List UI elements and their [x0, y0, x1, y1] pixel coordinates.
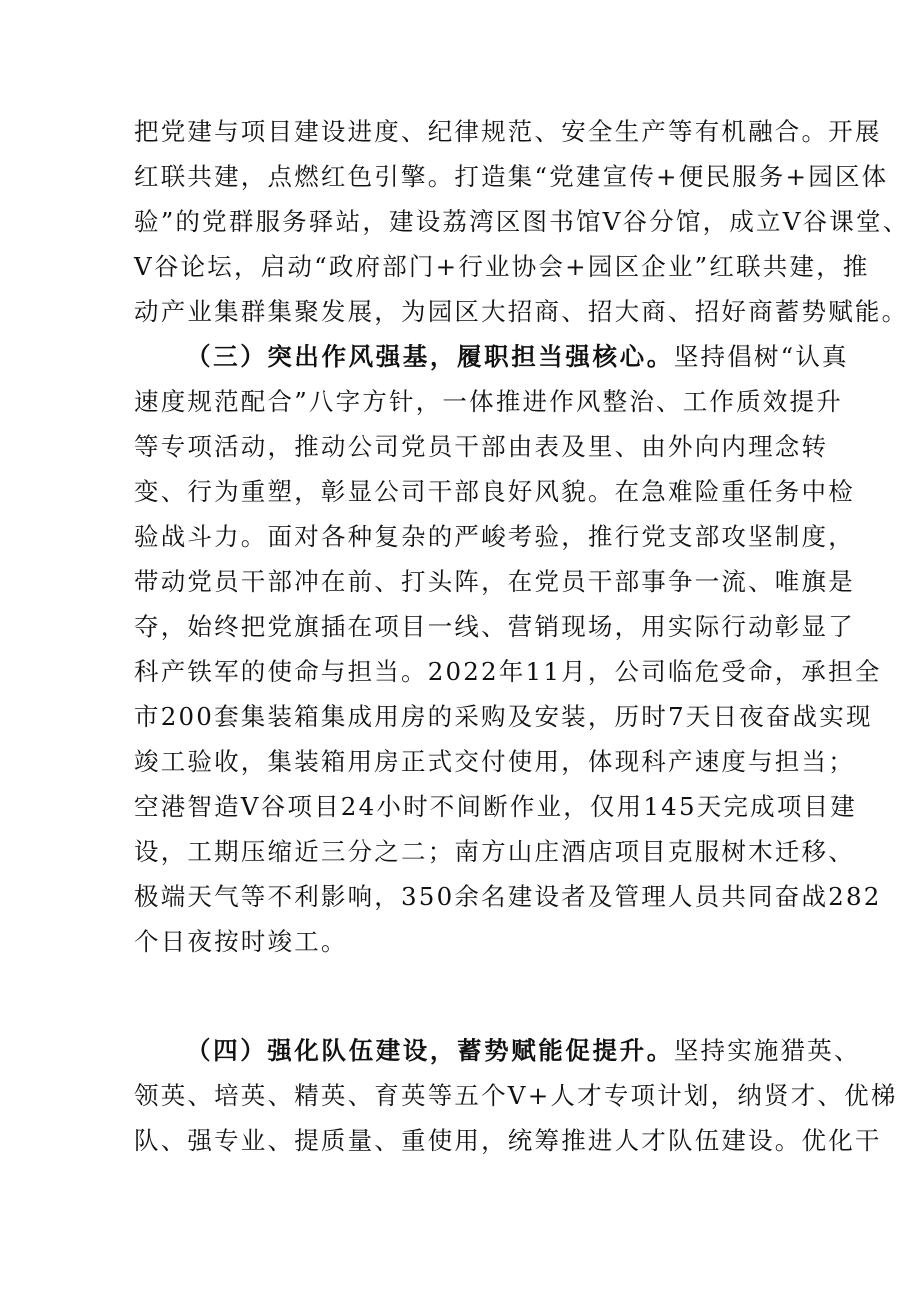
paragraph-2-line-4: 变、行为重塑，彰显公司干部良好风貌。在急难险重任务中检	[134, 477, 855, 506]
paragraph-3-line-3: 队、强专业、提质量、重使用，统筹推进人才队伍建设。优化干	[134, 1126, 882, 1155]
paragraph-2-line-7: 夺，始终把党旗插在项目一线、营销现场，用实际行动彰显了	[134, 612, 855, 641]
paragraph-1-line-4: V谷论坛，启动“政府部门+行业协会+园区企业”红联共建，推	[134, 252, 870, 281]
paragraph-3-line-2: 领英、培英、精英、育英等五个V+人才专项计划，纳贤才、优梯	[134, 1081, 898, 1110]
paragraph-1-line-3: 验”的党群服务驿站，建设荔湾区图书馆V谷分馆，成立V谷课堂、	[134, 207, 910, 236]
paragraph-2-line-10: 竣工验收，集装箱用房正式交付使用，体现科产速度与担当；	[134, 747, 855, 776]
paragraph-1-line-1: 把党建与项目建设进度、纪律规范、安全生产等有机融合。开展	[134, 117, 882, 146]
paragraph-2-line-11: 空港智造V谷项目24小时不间断作业，仅用145天完成项目建	[134, 792, 857, 821]
paragraph-2-line-1	[186, 337, 849, 377]
paragraph-2-line-5: 验战斗力。面对各种复杂的严峻考验，推行党支部攻坚制度，	[134, 522, 855, 551]
paragraph-2-line-9: 市200套集装箱集成用房的采购及安装，历时7天日夜奋战实现	[134, 702, 873, 731]
paragraph-3-line-1-text: 坚持实施猎英、	[673, 1036, 861, 1065]
paragraph-2-line-1-text: 坚持倡树“认真	[673, 342, 849, 371]
paragraph-2-line-8: 科产铁军的使命与担当。2022年11月，公司临危受命，承担全	[134, 657, 882, 686]
paragraph-1-line-5: 动产业集群集聚发展，为园区大招商、招大商、招好商蓄势赋能。	[134, 297, 909, 326]
paragraph-2-line-12: 设，工期压缩近三分之二；南方山庄酒店项目克服树木迁移、	[134, 837, 855, 866]
section-heading-four: （四）强化队伍建设，蓄势赋能促提升。	[186, 1036, 674, 1065]
paragraph-2-line-14: 个日夜按时竣工。	[134, 927, 348, 956]
section-heading-three: （三）突出作风强基，履职担当强核心。	[186, 342, 674, 371]
paragraph-3-line-1	[186, 1031, 861, 1071]
paragraph-1-line-2: 红联共建，点燃红色引擎。打造集“党建宣传+便民服务+园区体	[134, 162, 889, 191]
paragraph-2-line-2: 速度规范配合”八字方针，一体推进作风整治、工作质效提升	[134, 387, 843, 416]
paragraph-2-line-13: 极端天气等不利影响，350余名建设者及管理人员共同奋战282	[134, 882, 882, 911]
paragraph-2-line-3: 等专项活动，推动公司党员干部由表及里、由外向内理念转	[134, 432, 829, 461]
paragraph-2-line-6: 带动党员干部冲在前、打头阵，在党员干部事争一流、唯旗是	[134, 567, 855, 596]
